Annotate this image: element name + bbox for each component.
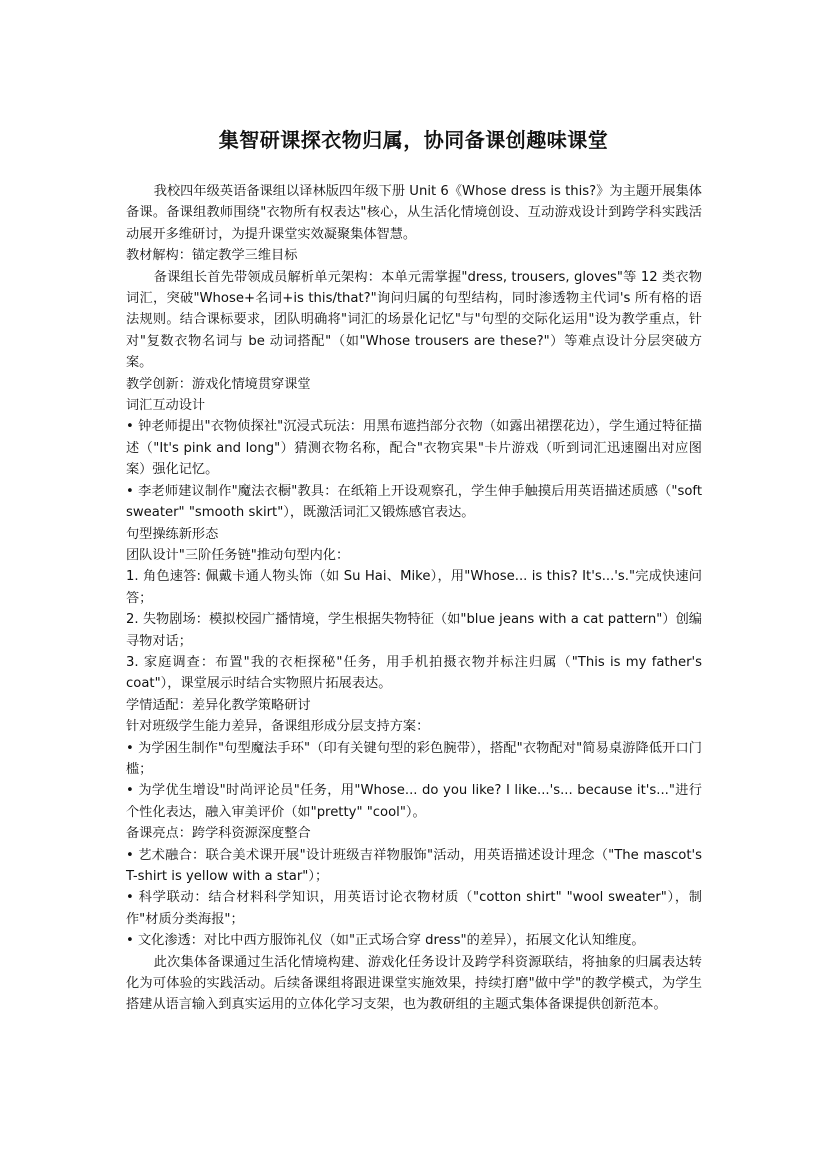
paragraph: 1. 角色速答: 佩戴卡通人物头饰（如 Su Hai、Mike），用"Whose... is this? It's...'s."完成快速问答；: [126, 569, 702, 606]
paragraph: • 艺术融合：联合美术课开展"设计班级吉祥物服饰"活动，用英语描述设计理念（"The mascot's T-shirt is yellow with a star"）；: [126, 847, 702, 884]
paragraph: 句型操练新形态: [126, 526, 219, 542]
paragraph: 针对班级学生能力差异，备课组形成分层支持方案：: [126, 719, 430, 735]
paragraph: 备课亮点：跨学科资源深度整合: [126, 826, 311, 842]
paragraph: • 为学优生增设"时尚评论员"任务，用"Whose... do you like? I like...'s... because it's..."进行个性化表达，融入审美评价（如"pretty" "cool"）。: [126, 783, 702, 820]
paragraph: • 钟老师提出"衣物侦探社"沉浸式玩法：用黑布遮挡部分衣物（如露出裙摆花边），学生通过特征描述（"It's pink and long"）猜测衣物名称，配合"衣物宾果"卡片游戏（听到词汇迅速圈出对应图案）强化记忆。: [126, 419, 702, 478]
paragraph: • 李老师建议制作"魔法衣橱"教具：在纸箱上开设观察孔，学生伸手触摸后用英语描述质感（"soft sweater" "smooth skirt"），既激活词汇又锻炼感官表达。: [126, 483, 702, 521]
paragraph: 教材解构：锚定教学三维目标: [126, 248, 298, 264]
paragraph: • 科学联动：结合材料科学知识，用英语讨论衣物材质（"cotton shirt" "wool sweater"），制作"材质分类海报"；: [126, 890, 702, 927]
paragraph: 3. 家庭调查：布置"我的衣柜探秘"任务，用手机拍摄衣物并标注归属（"This is my father's coat"），课堂展示时结合实物照片拓展表达。: [126, 654, 702, 692]
paragraph: 词汇互动设计: [126, 398, 206, 414]
paragraph: 此次集体备课通过生活化情境构建、游戏化任务设计及跨学科资源联结，将抽象的归属表达转化为可体验的实践活动。后续备课组将跟进课堂实施效果，持续打磨"做中学"的教学模式，为学生搭建从语言输入到真实运用的立体化学习支架，也为教研组的主题式集体备课提供创新范本。: [126, 954, 702, 1013]
paragraph: 我校四年级英语备课组以译林版四年级下册 Unit 6《Whose dress is this?》为主题开展集体备课。备课组教师围绕"衣物所有权表达"核心，从生活化情境创设、互动游戏设计到跨学科实践活动展开多维研讨，为提升课堂实效凝聚集体智慧。: [126, 184, 702, 242]
paragraph: 学情适配：差异化教学策略研讨: [126, 697, 311, 713]
paragraph: 备课组长首先带领成员解析单元架构：本单元需掌握"dress, trousers, gloves"等 12 类衣物词汇，突破"Whose+名词+is this/that?"询问归属的句型结构，同时渗透物主代词's 所有格的语法规则。结合课标要求，团队明确将"词汇的场景化记忆"与"句型的交际化运用"设为教学重点，针对"复数衣物名词与 be 动词搭配"（如"Whose trousers are these?"）等难点设计分层突破方案。: [126, 269, 702, 371]
document-body: [126, 181, 702, 1016]
paragraph: 2. 失物剧场：模拟校园广播情境，学生根据失物特征（如"blue jeans with a cat pattern"）创编寻物对话；: [126, 612, 702, 649]
paragraph: 教学创新：游戏化情境贯穿课堂: [126, 376, 311, 392]
paragraph: • 文化渗透：对比中西方服饰礼仪（如"正式场合穿 dress"的差异），拓展文化认知维度。: [126, 933, 645, 949]
document-title: 集智研课探衣物归属，协同备课创趣味课堂: [218, 128, 609, 152]
paragraph: 团队设计"三阶任务链"推动句型内化：: [126, 547, 350, 563]
paragraph: • 为学困生制作"句型魔法手环"（印有关键句型的彩色腕带），搭配"衣物配对"简易桌游降低开口门槛；: [126, 740, 702, 777]
